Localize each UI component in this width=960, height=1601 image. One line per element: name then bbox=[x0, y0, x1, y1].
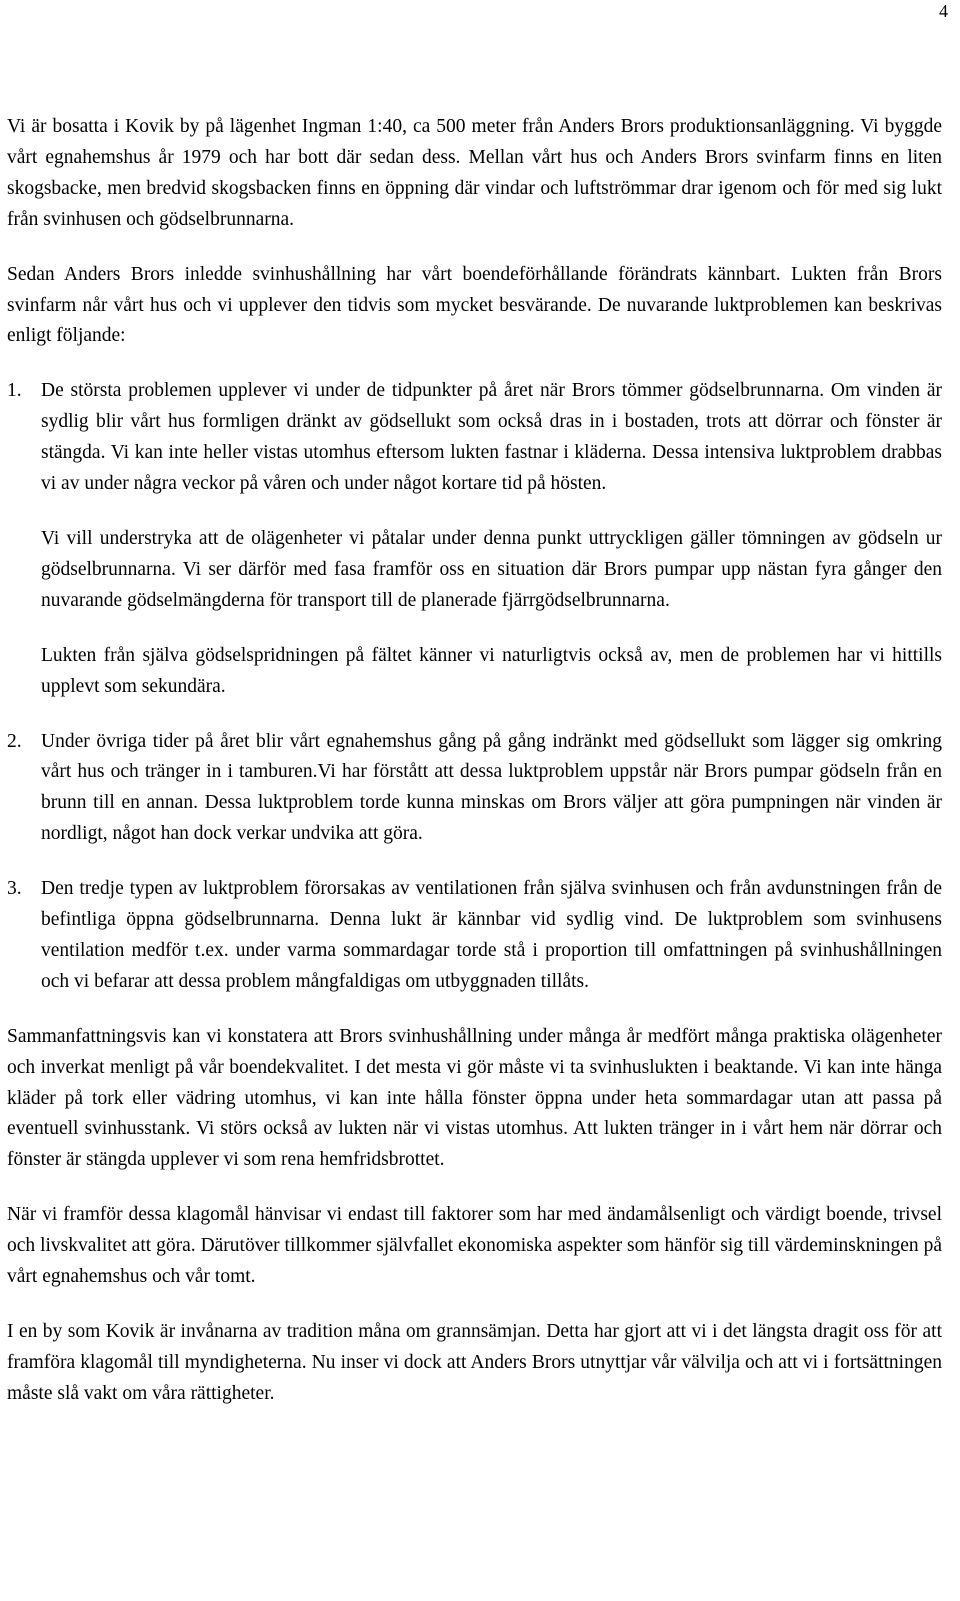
page-number: 4 bbox=[939, 1, 948, 21]
list-item-1 bbox=[7, 376, 942, 500]
paragraph-closing: I en by som Kovik är invånarna av tradition måna om grannsämjan. Detta har gjort att vi i det längsta dragit oss för att framföra klagomål till myndigheterna. Nu inser vi dock att Anders Brors utnyttjar vår välvilja och att vi i fortsättningen måste slå vakt om våra rättigheter. bbox=[7, 1321, 942, 1404]
list-item-3-text: Den tredje typen av luktproblem förorsakas av ventilationen från själva svinhusen och från avdunstningen från de befintliga öppna gödselbrunnarna. Denna lukt är kännbar vid sydlig vind. De luktproblem som svinhusens ventilation medför t.ex. under varma sommardagar torde stå i proportion till omfattningen på svinhushållningen och vi befarar att dessa problem mångfaldigas om utbyggnaden tillåts. bbox=[41, 878, 942, 992]
list-item-2-text: Under övriga tider på året blir vårt egnahemshus gång på gång indränkt med gödsellukt som lägger sig omkring vårt hus och tränger in i tamburen.Vi har förstått att dessa luktproblem uppstår när Brors pumpar gödseln från en brunn till en annan. Dessa luktproblem torde kunna minskas om Brors väljer att göra pumpningen när vinden är nordligt, något han dock verkar undvika att göra. bbox=[41, 730, 942, 845]
list-item-1-text: De största problemen upplever vi under de tidpunkter på året när Brors tömmer gödselbrunnarna. Om vinden är sydlig blir vårt hus formligen dränkt av gödsellukt som också dras in i bostaden, trots att dörrar och fönster är stängda. Vi kan inte heller vistas utomhus eftersom lukten fastnar i kläderna. Dessa intensiva luktproblem drabbas vi av under några veckor på våren och under något kortare tid på hösten. bbox=[41, 380, 942, 495]
list-item-2-number: 2. bbox=[7, 730, 22, 752]
document-body bbox=[7, 112, 942, 1434]
list-item-1-number: 1. bbox=[7, 380, 22, 402]
paragraph-appeal: När vi framför dessa klagomål hänvisar vi endast till faktorer som har med ändamålsenligt och värdigt boende, trivsel och livskvalitet att göra. Därutöver tillkommer självfallet ekonomiska aspekter som hänför sig till värdeminskningen på vårt egnahemshus och vår tomt. bbox=[7, 1204, 942, 1288]
list-item-3-number: 3. bbox=[7, 878, 22, 900]
list-item-1-paragraph-2: Vi vill understryka att de olägenheter vi påtalar under denna punkt uttryckligen gäller tömningen av gödseln ur gödselbrunnarna. Vi ser därför med fasa framför oss en situation där Brors pumpar upp nästan fyra gånger den nuvarande gödselmängderna för transport till de planerade fjärrgödselbrunnarna. bbox=[41, 527, 942, 611]
paragraph-intro: Vi är bosatta i Kovik by på lägenhet Ingman 1:40, ca 500 meter från Anders Brors produktionsanläggning. Vi byggde vårt egnahemshus år 1979 och har bott där sedan dess. Mellan vårt hus och Anders Brors svinfarm finns en liten skogsbacke, men bredvid skogsbacken finns en öppning där vindar och luftströmmar drar igenom och för med sig lukt från svinhusen och gödselbrunnarna. bbox=[7, 116, 942, 230]
list-item-2 bbox=[7, 727, 942, 851]
list-item-1-paragraph-3: Lukten från själva gödselspridningen på fältet känner vi naturligtvis också av, men de problemen har vi hittills upplevt som sekundära. bbox=[41, 644, 942, 697]
paragraph-summary: Sammanfattningsvis kan vi konstatera att Brors svinhushållning under många år medfört många praktiska olägenheter och inverkat menligt på vår boendekvalitet. I det mesta vi gör måste vi ta svinhuslukten i beaktande. Vi kan inte hänga kläder på tork eller vädring utomhus, vi kan inte hålla fönster öppna under heta sommardagar utan att passa på eventuell svinhusstank. Vi störs också av lukten när vi vistas utomhus. Att lukten tränger in i vårt hem när dörrar och fönster är stängda upplever vi som rena hemfridsbrottet. bbox=[7, 1025, 942, 1171]
paragraph-changes: Sedan Anders Brors inledde svinhushållning har vårt boendeförhållande förändrats kännbart. Lukten från Brors svinfarm når vårt hus och vi upplever den tidvis som mycket besvärande. De nuvarande luktproblemen kan beskrivas enligt följande: bbox=[7, 263, 942, 347]
list-item-3 bbox=[7, 874, 942, 998]
